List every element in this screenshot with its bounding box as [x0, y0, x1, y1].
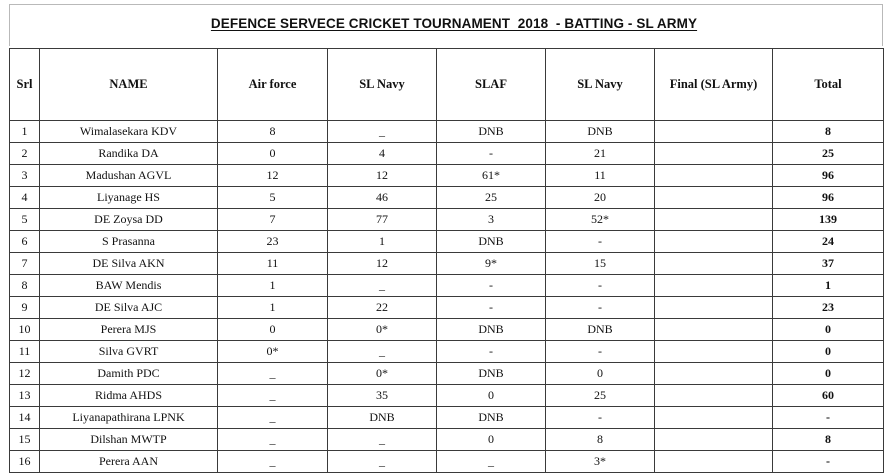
cell-final [655, 341, 773, 363]
cell-sl-navy-1: 12 [328, 253, 437, 275]
cell-slaf: 0 [437, 429, 546, 451]
cell-sl-navy-1: 46 [328, 187, 437, 209]
cell-sl-navy-1: 1 [328, 231, 437, 253]
cell-slaf: 61* [437, 165, 546, 187]
cell-sl-navy-2: DNB [546, 121, 655, 143]
table-row [10, 187, 884, 209]
cell-sl-navy-1: 77 [328, 209, 437, 231]
cell-air-force: 1 [218, 275, 328, 297]
table-row [10, 275, 884, 297]
cell-player-name: DE Silva AKN [40, 253, 218, 275]
cell-slaf: 0 [437, 385, 546, 407]
table-row [10, 143, 884, 165]
cell-final [655, 319, 773, 341]
cell-air-force: 11 [218, 253, 328, 275]
cell-sl-navy-1: 35 [328, 385, 437, 407]
table-row [10, 407, 884, 429]
cell-sl-navy-1: 4 [328, 143, 437, 165]
cell-srl: 3 [10, 165, 40, 187]
cell-total: 96 [773, 187, 884, 209]
cell-total: 96 [773, 165, 884, 187]
cell-sl-navy-2: - [546, 341, 655, 363]
cell-sl-navy-1: 0* [328, 319, 437, 341]
header-slaf: SLAF [437, 49, 546, 121]
cell-player-name: Liyanapathirana LPNK [40, 407, 218, 429]
cell-srl: 16 [10, 451, 40, 473]
table-row [10, 319, 884, 341]
cell-final [655, 451, 773, 473]
cell-slaf: 25 [437, 187, 546, 209]
cell-total: 60 [773, 385, 884, 407]
cell-final [655, 187, 773, 209]
cell-total: 37 [773, 253, 884, 275]
cell-srl: 5 [10, 209, 40, 231]
cell-srl: 8 [10, 275, 40, 297]
cell-final [655, 297, 773, 319]
cell-sl-navy-1: _ [328, 121, 437, 143]
cell-player-name: Madushan AGVL [40, 165, 218, 187]
cell-air-force: 0* [218, 341, 328, 363]
cell-final [655, 121, 773, 143]
cell-slaf: 9* [437, 253, 546, 275]
cell-air-force: 12 [218, 165, 328, 187]
cell-sl-navy-1: _ [328, 451, 437, 473]
cell-total: 25 [773, 143, 884, 165]
cell-total: - [773, 407, 884, 429]
cell-slaf: _ [437, 451, 546, 473]
cell-air-force: 1 [218, 297, 328, 319]
table-row [10, 253, 884, 275]
cell-player-name: Ridma AHDS [40, 385, 218, 407]
cell-slaf: DNB [437, 231, 546, 253]
cell-total: 23 [773, 297, 884, 319]
cell-sl-navy-1: DNB [328, 407, 437, 429]
cell-total: 8 [773, 121, 884, 143]
cell-player-name: DE Silva AJC [40, 297, 218, 319]
cell-final [655, 385, 773, 407]
cell-total: 24 [773, 231, 884, 253]
cell-sl-navy-2: 0 [546, 363, 655, 385]
cell-sl-navy-1: 0* [328, 363, 437, 385]
cell-srl: 7 [10, 253, 40, 275]
table-row [10, 165, 884, 187]
cell-player-name: Silva GVRT [40, 341, 218, 363]
table-row [10, 363, 884, 385]
cell-slaf: DNB [437, 121, 546, 143]
cell-air-force: 8 [218, 121, 328, 143]
cell-player-name: Dilshan MWTP [40, 429, 218, 451]
cell-player-name: Wimalasekara KDV [40, 121, 218, 143]
cell-srl: 9 [10, 297, 40, 319]
cell-srl: 4 [10, 187, 40, 209]
title-bar [9, 4, 883, 46]
cell-sl-navy-2: - [546, 231, 655, 253]
cell-sl-navy-2: 25 [546, 385, 655, 407]
cell-sl-navy-2: - [546, 297, 655, 319]
cell-srl: 10 [10, 319, 40, 341]
cell-sl-navy-1: _ [328, 429, 437, 451]
table-row [10, 451, 884, 473]
cell-player-name: DE Zoysa DD [40, 209, 218, 231]
cell-slaf: DNB [437, 407, 546, 429]
cell-sl-navy-2: - [546, 407, 655, 429]
cell-slaf: - [437, 143, 546, 165]
cell-sl-navy-2: 15 [546, 253, 655, 275]
header-row [10, 49, 884, 121]
cell-sl-navy-2: DNB [546, 319, 655, 341]
cell-slaf: - [437, 341, 546, 363]
cell-final [655, 143, 773, 165]
table-row [10, 209, 884, 231]
cell-air-force: 5 [218, 187, 328, 209]
cell-final [655, 429, 773, 451]
cell-srl: 14 [10, 407, 40, 429]
cell-srl: 6 [10, 231, 40, 253]
header-final: Final (SL Army) [655, 49, 773, 121]
cell-sl-navy-2: 3* [546, 451, 655, 473]
cell-srl: 11 [10, 341, 40, 363]
sheet-title: DEFENCE SERVECE CRICKET TOURNAMENT 2018 - BATTING - SL ARMY [210, 16, 698, 31]
cell-player-name: S Prasanna [40, 231, 218, 253]
header-total: Total [773, 49, 884, 121]
header-name: NAME [40, 49, 218, 121]
cell-air-force: 0 [218, 143, 328, 165]
table-row [10, 297, 884, 319]
cell-final [655, 231, 773, 253]
cell-air-force: 23 [218, 231, 328, 253]
cell-air-force: _ [218, 407, 328, 429]
cell-air-force: 0 [218, 319, 328, 341]
cell-player-name: Liyanage HS [40, 187, 218, 209]
cell-final [655, 275, 773, 297]
cell-total: 0 [773, 363, 884, 385]
cell-player-name: Damith PDC [40, 363, 218, 385]
cell-player-name: BAW Mendis [40, 275, 218, 297]
cell-sl-navy-1: 22 [328, 297, 437, 319]
cell-srl: 15 [10, 429, 40, 451]
header-sl-navy-1: SL Navy [328, 49, 437, 121]
cell-total: 139 [773, 209, 884, 231]
cell-srl: 12 [10, 363, 40, 385]
cell-sl-navy-1: 12 [328, 165, 437, 187]
batting-table [9, 48, 884, 473]
score-sheet [9, 4, 883, 466]
cell-sl-navy-2: 21 [546, 143, 655, 165]
cell-final [655, 253, 773, 275]
cell-final [655, 363, 773, 385]
cell-air-force: _ [218, 451, 328, 473]
cell-total: 1 [773, 275, 884, 297]
cell-sl-navy-2: 52* [546, 209, 655, 231]
cell-total: - [773, 451, 884, 473]
cell-player-name: Perera MJS [40, 319, 218, 341]
cell-final [655, 407, 773, 429]
cell-slaf: DNB [437, 363, 546, 385]
cell-slaf: DNB [437, 319, 546, 341]
table-row [10, 231, 884, 253]
cell-sl-navy-2: 11 [546, 165, 655, 187]
cell-air-force: _ [218, 429, 328, 451]
cell-air-force: _ [218, 385, 328, 407]
header-srl: Srl [10, 49, 40, 121]
cell-total: 8 [773, 429, 884, 451]
cell-slaf: - [437, 275, 546, 297]
cell-air-force: 7 [218, 209, 328, 231]
cell-total: 0 [773, 341, 884, 363]
cell-sl-navy-2: 20 [546, 187, 655, 209]
cell-sl-navy-2: - [546, 275, 655, 297]
cell-slaf: 3 [437, 209, 546, 231]
cell-srl: 1 [10, 121, 40, 143]
cell-sl-navy-1: _ [328, 275, 437, 297]
cell-player-name: Perera AAN [40, 451, 218, 473]
table-row [10, 385, 884, 407]
cell-srl: 13 [10, 385, 40, 407]
cell-sl-navy-1: _ [328, 341, 437, 363]
header-sl-navy-2: SL Navy [546, 49, 655, 121]
cell-sl-navy-2: 8 [546, 429, 655, 451]
table-row [10, 429, 884, 451]
cell-player-name: Randika DA [40, 143, 218, 165]
cell-total: 0 [773, 319, 884, 341]
cell-air-force: _ [218, 363, 328, 385]
cell-srl: 2 [10, 143, 40, 165]
table-row [10, 121, 884, 143]
table-row [10, 341, 884, 363]
cell-final [655, 165, 773, 187]
cell-final [655, 209, 773, 231]
cell-slaf: - [437, 297, 546, 319]
header-air-force: Air force [218, 49, 328, 121]
